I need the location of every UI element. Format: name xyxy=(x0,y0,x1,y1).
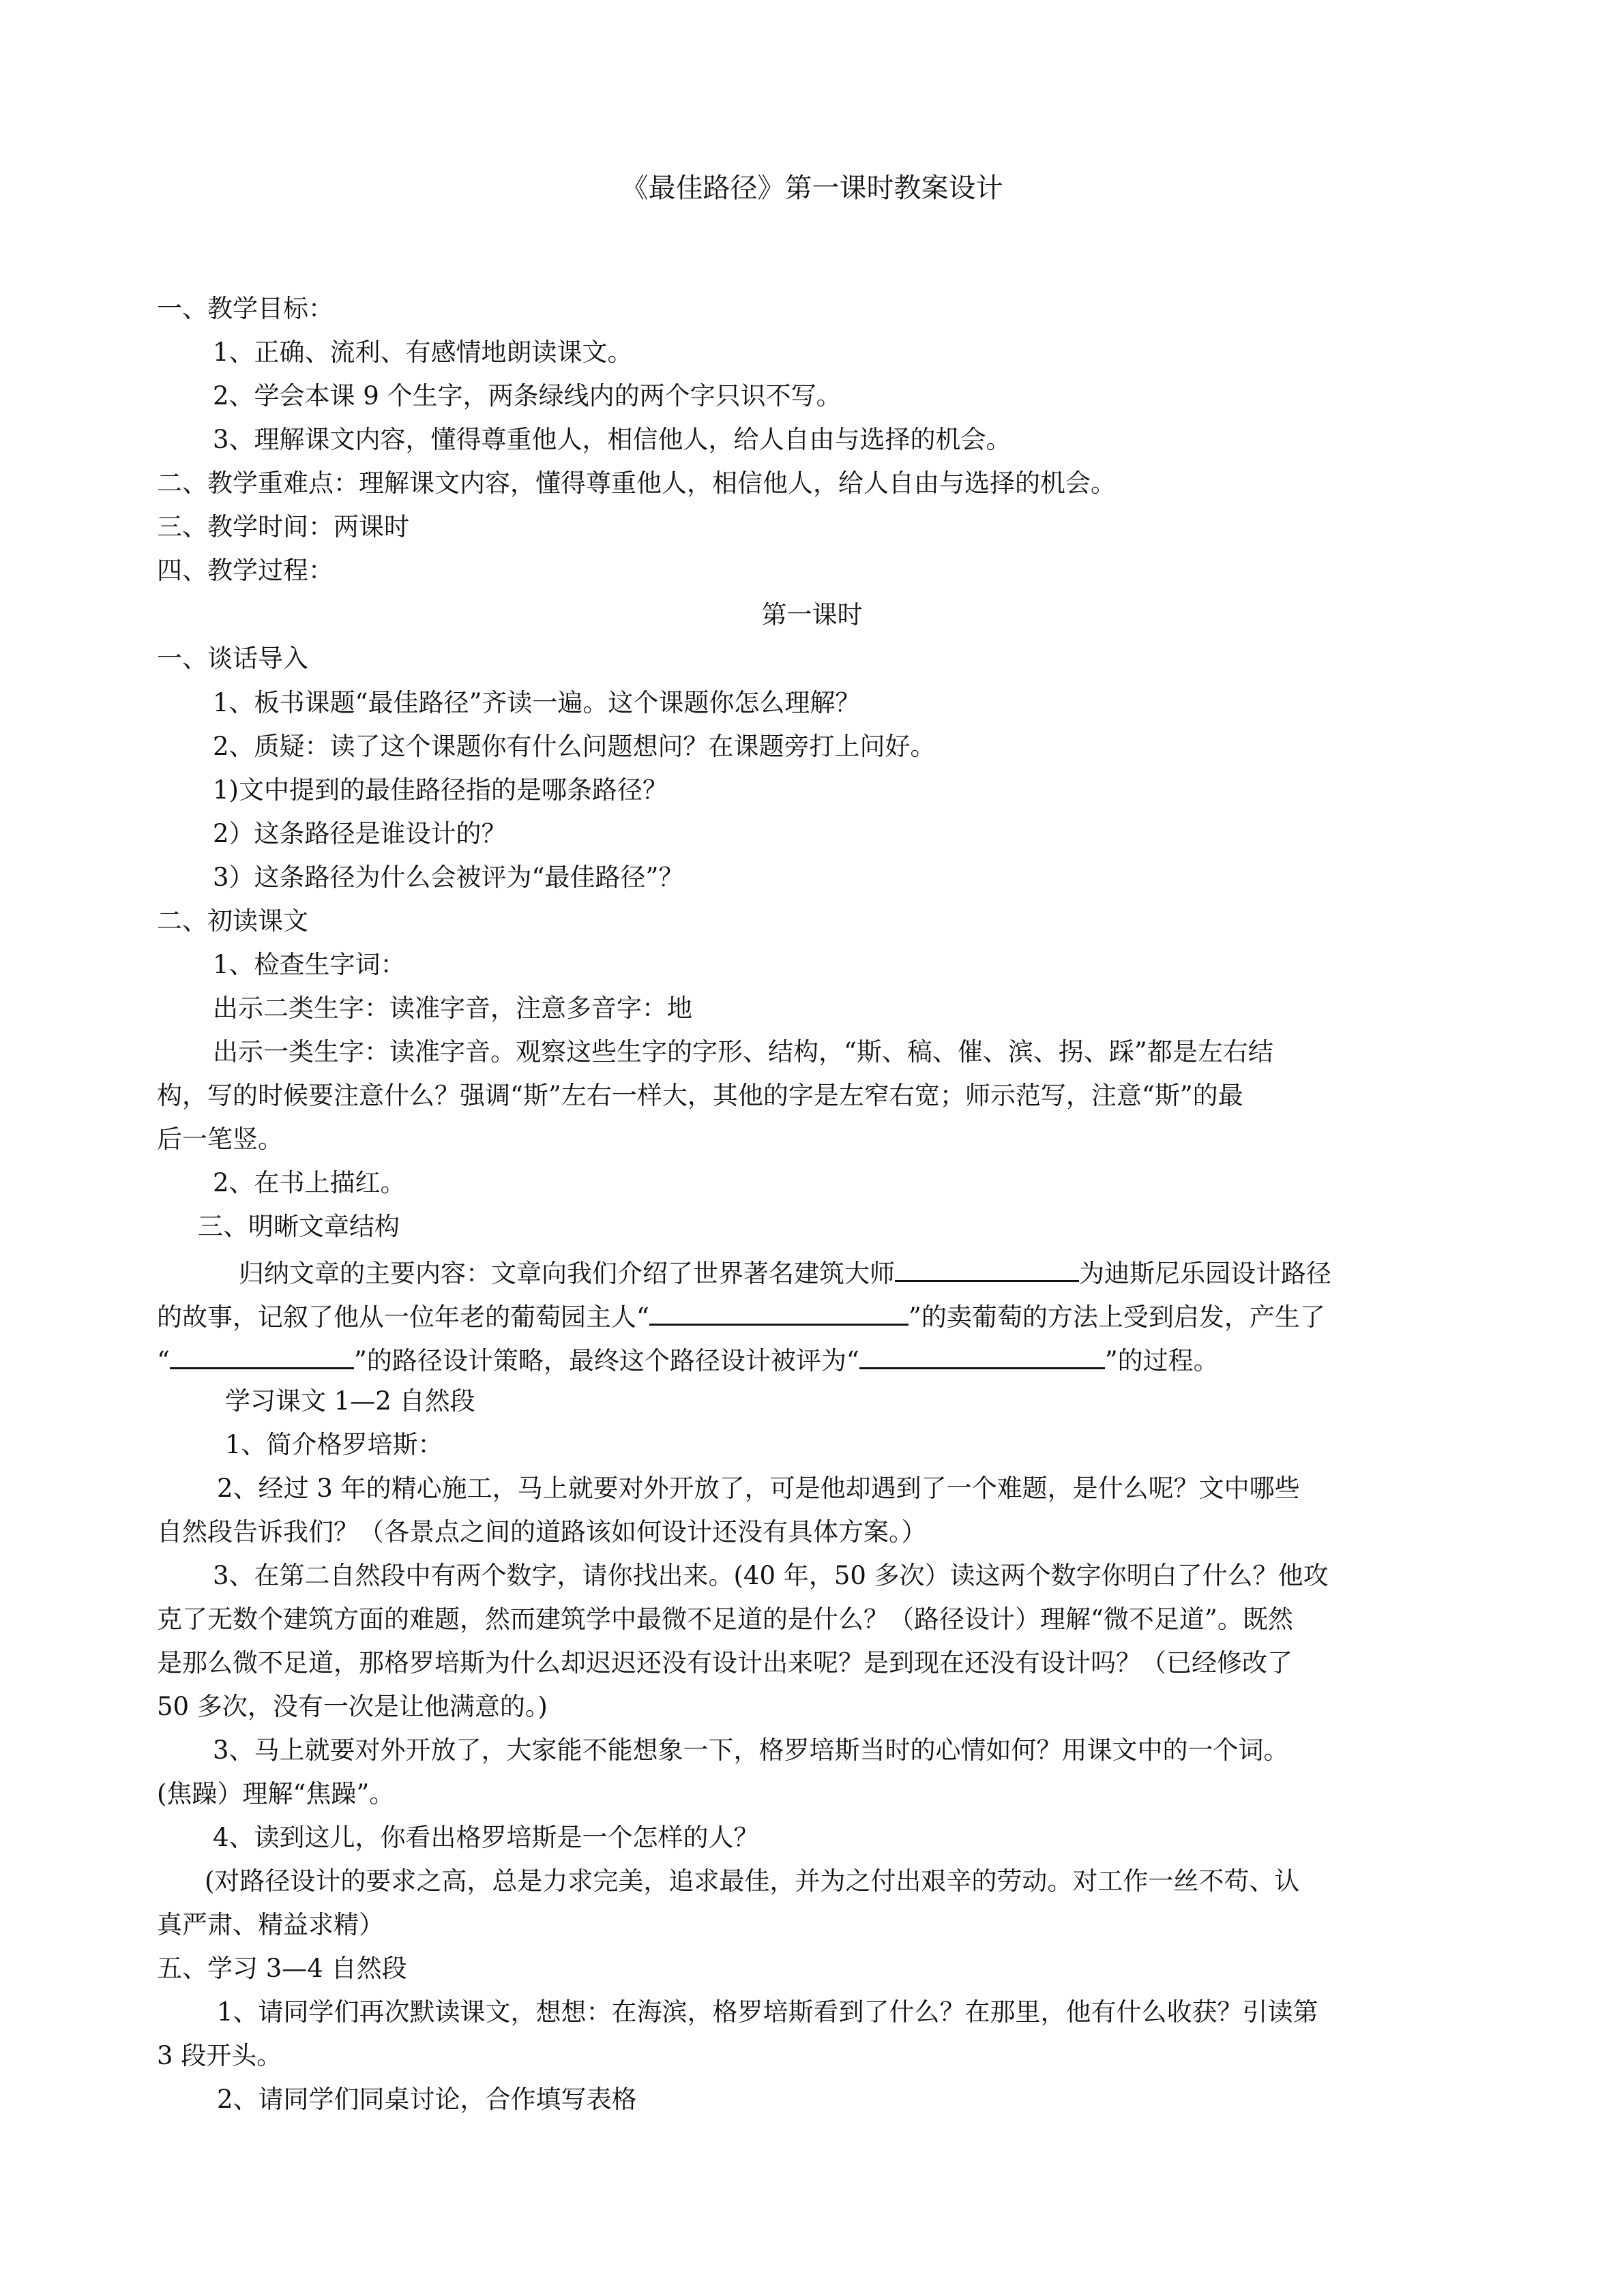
goal-item-1: 1、正确、流利、有感情地朗读课文。 xyxy=(213,338,633,367)
fill-in-text: 归纳文章的主要内容：文章向我们介绍了世界著名建筑大师 xyxy=(239,1259,895,1288)
section-heading-time: 三、教学时间：两课时 xyxy=(157,512,409,541)
step-heading-first-reading: 二、初读课文 xyxy=(157,906,308,936)
fill-in-text: “ xyxy=(157,1346,170,1375)
reading-text-line: 出示一类生字：读准字音。观察这些生字的字形、结构，“斯、稿、催、滨、拐、踩”都是左右结 xyxy=(213,1037,1273,1067)
study-item-4: 4、读到这儿，你看出格罗培斯是一个怎样的人？ xyxy=(213,1823,759,1852)
intro-item-2: 2、质疑：读了这个课题你有什么问题想问？在课题旁打上问好。 xyxy=(213,732,936,761)
reading-item-2: 2、在书上描红。 xyxy=(213,1168,406,1197)
section-heading-process: 四、教学过程： xyxy=(157,556,334,585)
question-2: 2）这条路径是谁设计的？ xyxy=(213,819,507,848)
fill-in-text: 的故事，记叙了他从一位年老的葡萄园主人“ xyxy=(157,1302,649,1332)
study-item-2: 2、经过 3 年的精心施工，马上就要对外开放了，可是他却遇到了一个难题，是什么呢？文中哪些 xyxy=(217,1474,1300,1503)
goal-item-3: 3、理解课文内容，懂得尊重他人，相信他人，给人自由与选择的机会。 xyxy=(213,425,1012,454)
answer-blank[interactable] xyxy=(859,1340,1105,1369)
study-item-6: 2、请同学们同桌讨论，合作填写表格 xyxy=(217,2085,637,2114)
answer-blank[interactable] xyxy=(649,1296,909,1326)
fill-in-text: ”的过程。 xyxy=(1104,1346,1219,1375)
lesson-subtitle: 第一课时 xyxy=(761,600,863,629)
fill-in-line-3 xyxy=(157,1340,1219,1379)
study-text-line: 3 段开头。 xyxy=(157,2041,282,2070)
study-text-line: 50 多次，没有一次是让他满意的。) xyxy=(157,1692,548,1721)
study-item-3: 3、在第二自然段中有两个数字，请你找出来。(40 年，50 多次）读这两个数字你明白了什么？他攻 xyxy=(213,1561,1329,1590)
question-3: 3）这条路径为什么会被评为“最佳路径”？ xyxy=(213,863,684,892)
study-text-line: (焦躁）理解“焦躁”。 xyxy=(157,1779,395,1808)
step-heading-paragraphs-3-4: 五、学习 3—4 自然段 xyxy=(157,1954,407,1983)
study-text-line: 是那么微不足道，那格罗培斯为什么却迟迟还没有设计出来呢？是到现在还没有设计吗？（已经修改了 xyxy=(157,1648,1293,1678)
study-text-line: 自然段告诉我们？（各景点之间的道路该如何设计还没有具体方案。） xyxy=(157,1517,927,1547)
section-heading-goals: 一、教学目标： xyxy=(157,294,334,323)
section-heading-key-points: 二、教学重难点：理解课文内容，懂得尊重他人，相信他人，给人自由与选择的机会。 xyxy=(157,468,1116,498)
step-heading-structure: 三、明晰文章结构 xyxy=(198,1212,400,1241)
reading-text-line: 出示二类生字：读准字音，注意多音字：地 xyxy=(213,994,692,1023)
fill-in-text: ”的卖葡萄的方法上受到启发，产生了 xyxy=(908,1302,1325,1332)
answer-blank[interactable] xyxy=(895,1253,1079,1282)
question-1: 1)文中提到的最佳路径指的是哪条路径？ xyxy=(213,775,668,805)
study-text-line: (对路径设计的要求之高，总是力求完美，追求最佳，并为之付出艰辛的劳动。对工作一丝不苟、认 xyxy=(205,1866,1300,1896)
study-item-3b: 3、马上就要对外开放了，大家能不能想象一下，格罗培斯当时的心情如何？用课文中的一个词。 xyxy=(213,1735,1289,1765)
fill-in-text: ”的路径设计策略，最终这个路径设计被评为“ xyxy=(353,1346,859,1375)
sub-heading-paragraphs-1-2: 学习课文 1—2 自然段 xyxy=(225,1386,475,1416)
reading-item-1: 1、检查生字词： xyxy=(213,950,406,979)
study-item-1: 1、简介格罗培斯： xyxy=(225,1430,443,1459)
reading-text-line: 后一笔竖。 xyxy=(157,1124,283,1154)
study-text-line: 克了无数个建筑方面的难题，然而建筑学中最微不足道的是什么？（路径设计）理解“微不足道”。既然 xyxy=(157,1605,1293,1634)
fill-in-line-1 xyxy=(239,1253,1331,1292)
goal-item-2: 2、学会本课 9 个生字，两条绿线内的两个字只识不写。 xyxy=(213,381,842,411)
document-title: 《最佳路径》第一课时教案设计 xyxy=(621,173,1003,204)
step-heading-intro: 一、谈话导入 xyxy=(157,644,308,673)
intro-item-1: 1、板书课题“最佳路径”齐读一遍。这个课题你怎么理解？ xyxy=(213,688,861,717)
reading-text-line: 构，写的时候要注意什么？强调“斯”左右一样大，其他的字是左窄右宽；师示范写，注意“斯”的最 xyxy=(157,1081,1243,1110)
study-text-line: 真严肃、精益求精） xyxy=(157,1910,384,1939)
fill-in-line-2 xyxy=(157,1296,1325,1335)
answer-blank[interactable] xyxy=(170,1340,354,1369)
study-item-5: 1、请同学们再次默读课文，想想：在海滨，格罗培斯看到了什么？在那里，他有什么收获？引读第 xyxy=(217,1997,1318,2027)
fill-in-text: 为迪斯尼乐园设计路径 xyxy=(1079,1259,1331,1288)
